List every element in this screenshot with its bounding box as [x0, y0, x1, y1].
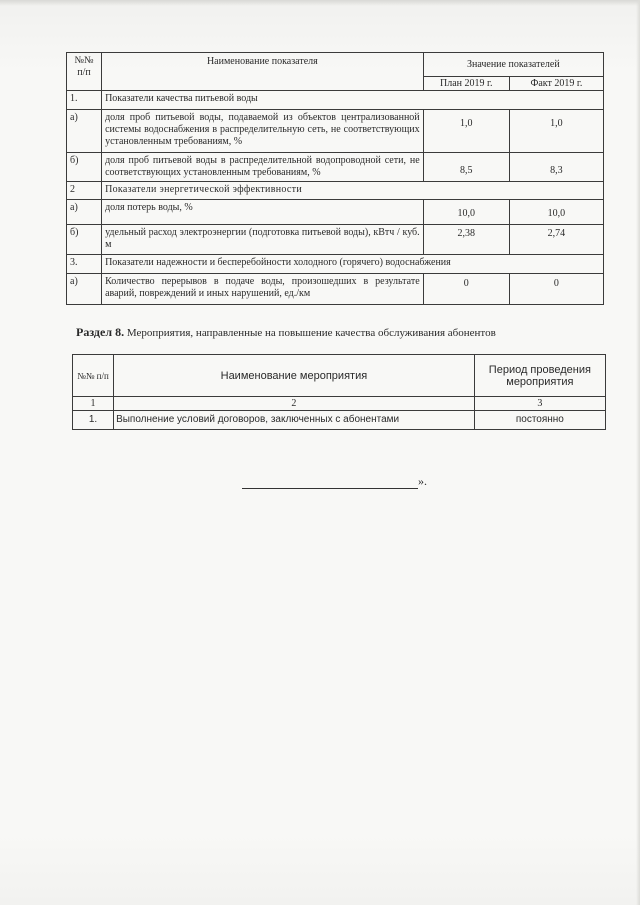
row-num: б)	[67, 225, 102, 255]
row-num: а)	[67, 200, 102, 225]
row-num: 3.	[67, 255, 102, 274]
row-num: б)	[67, 153, 102, 182]
header-fact: Факт 2019 г.	[509, 77, 603, 91]
scan-edge-shadow-right	[636, 0, 640, 905]
section-8-label: Раздел 8.	[76, 325, 125, 339]
row-num: 1.	[67, 91, 102, 110]
fact-value: 8,3	[509, 153, 603, 182]
plan-value: 8,5	[423, 153, 509, 182]
index-cell: 1	[73, 397, 114, 411]
indicator-name: доля проб питьевой воды, подаваемой из объектов централизованной системы водоснабжения в распределительную сеть, не соответствующих установленным требованиям, %	[102, 110, 424, 153]
measure-period: постоянно	[474, 411, 605, 430]
plan-value: 10,0	[423, 200, 509, 225]
fact-value: 1,0	[509, 110, 603, 153]
indicator-name: удельный расход электроэнергии (подготовка питьевой воды), кВтч / куб. м	[102, 225, 424, 255]
plan-value: 1,0	[423, 110, 509, 153]
measures-table	[72, 354, 606, 430]
fact-value: 0	[509, 274, 603, 305]
header-indicator-name: Наименование показателя	[102, 53, 424, 91]
header-measure-name: Наименование мероприятия	[114, 355, 475, 397]
fact-value: 2,74	[509, 225, 603, 255]
row-num: а)	[67, 110, 102, 153]
section-8-title: Мероприятия, направленные на повышение качества обслуживания абонентов	[126, 327, 496, 339]
index-cell: 3	[474, 397, 605, 411]
closing-line	[242, 474, 427, 489]
indicators-table	[66, 52, 604, 305]
measure-name: Выполнение условий договоров, заключенных с абонентами	[114, 411, 475, 430]
indicator-name: Количество перерывов в подаче воды, произошедших в результате аварий, повреждений и иных нарушений, ед./км	[102, 274, 424, 305]
plan-value: 0	[423, 274, 509, 305]
header-num: №№ п/п	[73, 355, 114, 397]
section-8-heading	[76, 325, 616, 340]
header-values: Значение показателей	[423, 53, 603, 77]
row-num: 2	[67, 182, 102, 200]
scan-edge-shadow	[0, 0, 640, 6]
section-title: Показатели надежности и бесперебойности холодного (горячего) водоснабжения	[102, 255, 604, 274]
fact-value: 10,0	[509, 200, 603, 225]
row-num: а)	[67, 274, 102, 305]
indicator-name: доля потерь воды, %	[102, 200, 424, 225]
header-num: №№ п/п	[67, 53, 102, 91]
section-title: Показатели качества питьевой воды	[102, 91, 604, 110]
header-period: Период проведения мероприятия	[474, 355, 605, 397]
section-title: Показатели энергетической эффективности	[102, 182, 604, 200]
row-num: 1.	[73, 411, 114, 430]
index-cell: 2	[114, 397, 475, 411]
header-plan: План 2019 г.	[423, 77, 509, 91]
closing-quote: ».	[418, 474, 427, 488]
signature-underline	[242, 476, 418, 489]
plan-value: 2,38	[423, 225, 509, 255]
indicator-name: доля проб питьевой воды в распределительной водопроводной сети, не соответствующих установленным требованиям, %	[102, 153, 424, 182]
